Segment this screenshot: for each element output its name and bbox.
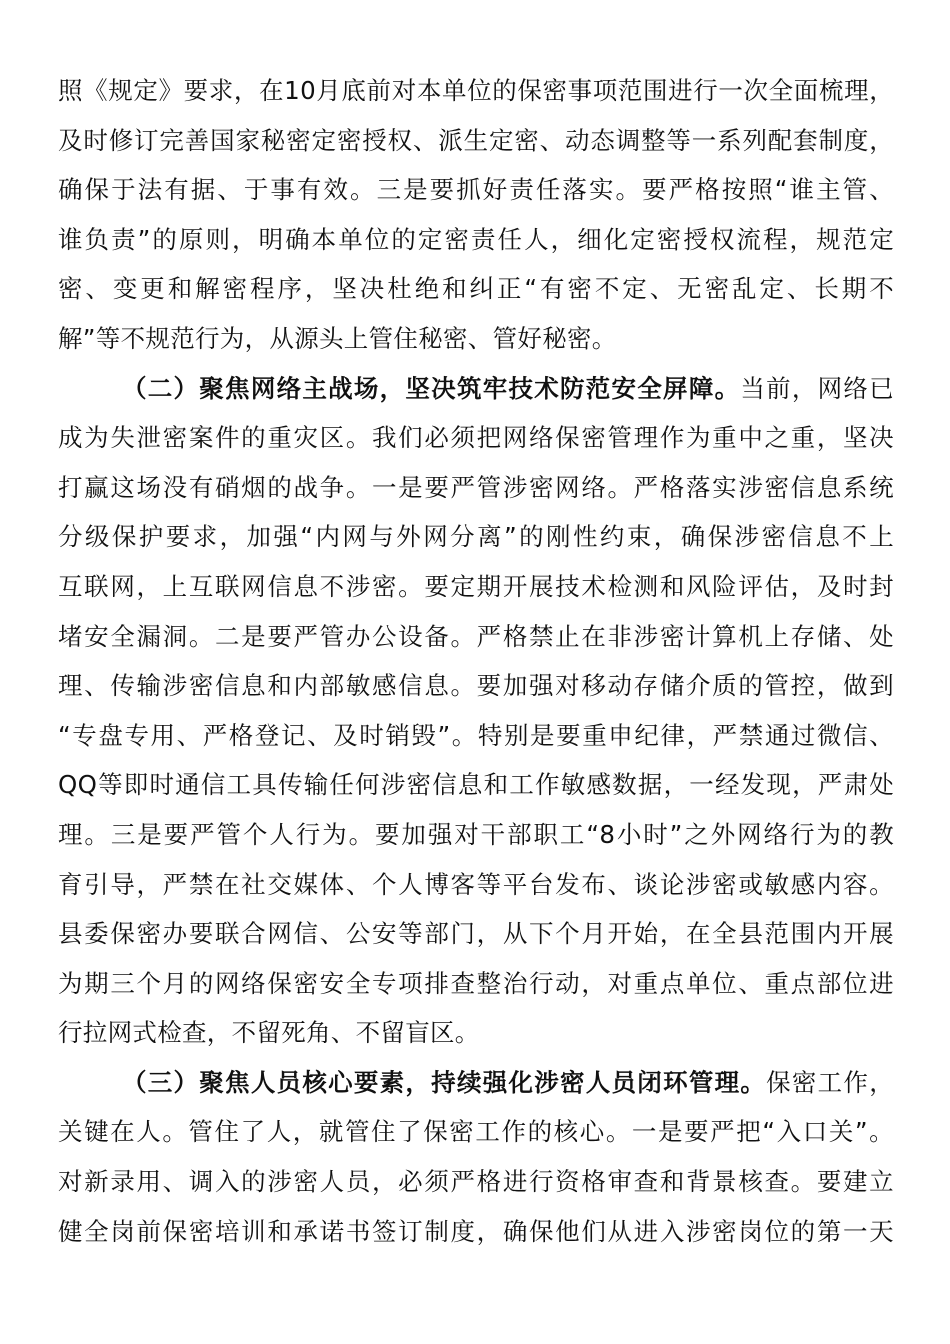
section-heading-line: [58, 364, 894, 414]
text-line: 对新录用、调入的涉密人员，必须严格进行资格审查和背景核查。要建立: [58, 1167, 894, 1197]
text-line: 确保于法有据、于事有效。三是要抓好责任落实。要严格按照“谁主管、: [58, 175, 894, 205]
text-line: 行拉网式检查，不留死角、不留盲区。: [58, 1018, 480, 1048]
heading-continuation: 保密工作，: [766, 1067, 895, 1097]
text-line: QQ等即时通信工具传输任何涉密信息和工作敏感数据，一经发现，严肃处: [58, 770, 894, 800]
section-heading: （三）聚焦人员核心要素，持续强化涉密人员闭环管理。: [122, 1067, 767, 1097]
text-line: 为期三个月的网络保密安全专项排查整治行动，对重点单位、重点部位进: [58, 968, 894, 998]
document-body: [58, 66, 894, 1256]
text-line: 成为失泄密案件的重灾区。我们必须把网络保密管理作为重中之重，坚决: [58, 423, 894, 453]
text-line: 打赢这场没有硝烟的战争。一是要严管涉密网络。严格落实涉密信息系统: [58, 472, 894, 502]
text-line: 县委保密办要联合网信、公安等部门，从下个月开始，在全县范围内开展: [58, 919, 894, 949]
heading-continuation: 当前，网络已: [740, 373, 894, 403]
text-line: 理。三是要严管个人行为。要加强对干部职工“8小时”之外网络行为的教: [58, 819, 894, 849]
text-line: 分级保护要求，加强“内网与外网分离”的刚性约束，确保涉密信息不上: [58, 522, 894, 552]
text-line: 堵安全漏洞。二是要严管办公设备。严格禁止在非涉密计算机上存储、处: [58, 621, 894, 651]
text-line: 理、传输涉密信息和内部敏感信息。要加强对移动存储介质的管控，做到: [58, 671, 894, 701]
text-line: 育引导，严禁在社交媒体、个人博客等平台发布、谈论涉密或敏感内容。: [58, 869, 894, 899]
section-heading-line: [58, 1058, 894, 1108]
text-line: 健全岗前保密培训和承诺书签订制度，确保他们从进入涉密岗位的第一天: [58, 1216, 894, 1246]
text-line: 关键在人。管住了人，就管住了保密工作的核心。一是要严把“入口关”。: [58, 1117, 894, 1147]
section-heading: （二）聚焦网络主战场，坚决筑牢技术防范安全屏障。: [122, 373, 741, 403]
text-line: 密、变更和解密程序，坚决杜绝和纠正“有密不定、无密乱定、长期不: [58, 274, 894, 304]
text-line: 解”等不规范行为，从源头上管住秘密、管好秘密。: [58, 323, 617, 353]
text-line: “专盘专用、严格登记、及时销毁”。特别是要重申纪律，严禁通过微信、: [58, 720, 894, 750]
text-line: 及时修订完善国家秘密定密授权、派生定密、动态调整等一系列配套制度，: [58, 125, 894, 155]
text-line: 照《规定》要求，在10月底前对本单位的保密事项范围进行一次全面梳理，: [58, 76, 894, 105]
text-line: 互联网，上互联网信息不涉密。要定期开展技术检测和风险评估，及时封: [58, 571, 894, 601]
text-line: 谁负责”的原则，明确本单位的定密责任人，细化定密授权流程，规范定: [58, 224, 894, 254]
